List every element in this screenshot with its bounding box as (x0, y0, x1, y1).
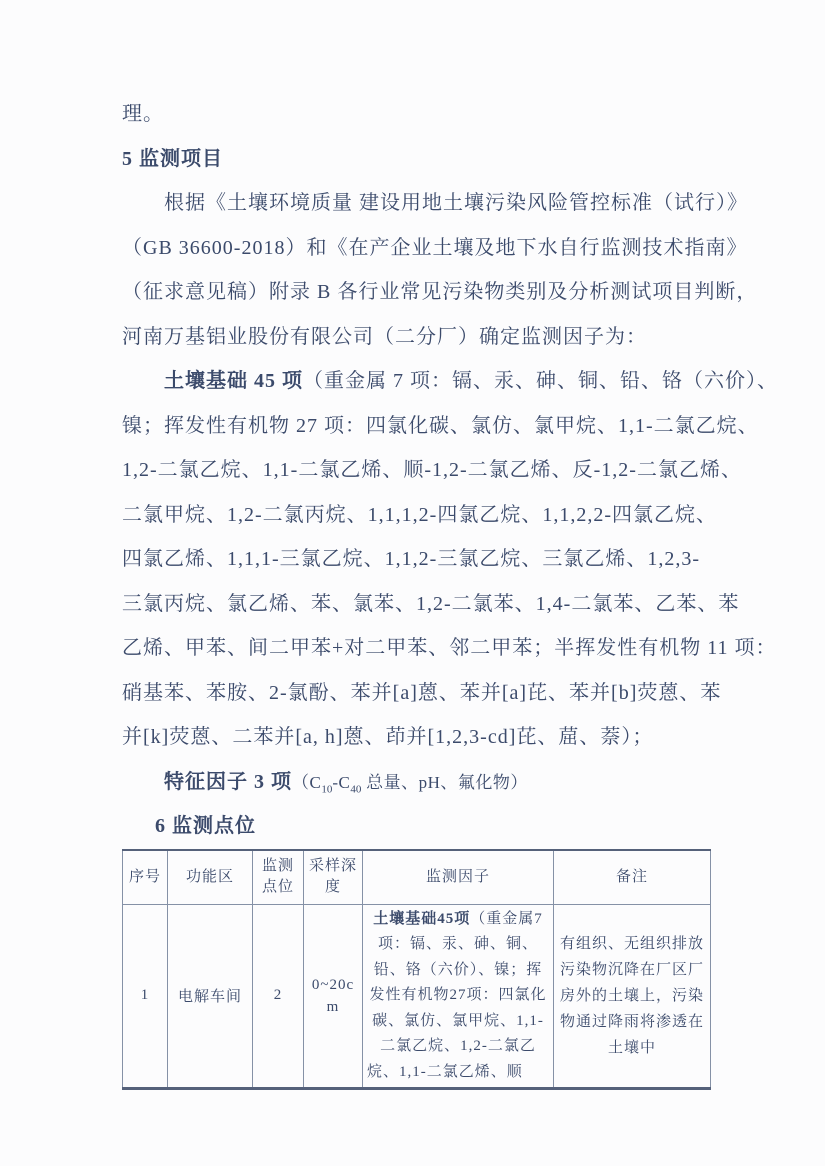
doc-line-text: （重金属 7 项：镉、汞、砷、铜、铅、铬（六价）、 (303, 370, 778, 392)
cell-sampling-depth: 0~20cm (304, 904, 363, 1089)
doc-line: 河南万基铝业股份有限公司（二分厂）确定监测因子为： (122, 325, 647, 348)
cell-remarks: 有组织、无组织排放污染物沉降在厂区厂房外的土壤上，污染物通过降雨将渗透在土壤中 (554, 904, 711, 1089)
doc-line: （征求意见稿）附录 B 各行业常见污染物类别及分析测试项目判断， (122, 281, 758, 303)
c10-subscript: 10 (321, 782, 333, 795)
header-monitoring-factors: 监测因子 (363, 850, 554, 905)
cell-factors-bold: 土壤基础45项 (373, 910, 471, 927)
table-header-row (123, 850, 711, 905)
header-monitoring-points: 监测点位 (253, 850, 304, 905)
monitoring-points-table (122, 849, 711, 1091)
carryover-line: 理。 (122, 103, 164, 125)
table-row (123, 904, 711, 1089)
cell-monitoring-factors (363, 904, 554, 1089)
doc-line: 1,2-二氯乙烷、1,1-二氯乙烯、顺-1,2-二氯乙烯、反-1,2-二氯乙烯、 (122, 459, 742, 481)
doc-line: 并[k]荧蒽、二苯并[a, h]蒽、茚并[1,2,3-cd]芘、䓛、萘）； (122, 726, 654, 748)
feature-factors-label: 特征因子 3 项 (164, 770, 292, 793)
doc-line: 四氯乙烯、1,1,1-三氯乙烷、1,1,2-三氯乙烷、三氯乙烯、1,2,3- (122, 548, 700, 570)
doc-line (122, 359, 778, 404)
header-sampling-depth: 采样深度 (304, 850, 363, 905)
header-functional-area: 功能区 (168, 850, 253, 905)
feature-factors-detail (292, 772, 528, 795)
header-remarks: 备注 (554, 850, 711, 905)
doc-line: 二氯甲烷、1,2-二氯丙烷、1,1,1,2-四氯乙烷、1,1,2,2-四氯乙烷、 (122, 503, 717, 526)
header-seq: 序号 (123, 850, 168, 905)
c40-subscript: 40 (350, 782, 362, 795)
feature-factors-line (122, 760, 710, 805)
cell-functional-area: 电解车间 (168, 904, 253, 1089)
section5-paragraph-2 (122, 359, 778, 760)
section6-heading: 6 监测点位 (155, 815, 256, 837)
doc-line: 硝基苯、苯胺、2-氯酚、苯并[a]蒽、苯并[a]芘、苯并[b]荧蒽、苯 (122, 681, 722, 704)
cell-factors-rest: （重金属7项：镉、汞、砷、铜、铅、铬（六价）、镍；挥发性有机物27项：四氯化碳、氯仿、氯甲烷、1,1-二氯乙烷、1,2-二氯乙烷、1,1-二氯乙烯、顺 (367, 910, 547, 1080)
cell-monitoring-points: 2 (253, 904, 304, 1089)
doc-line: 根据《土壤环境质量 建设用地土壤污染风险管控标准（试行）》 (164, 192, 748, 214)
feature-paren-open: （C (292, 772, 322, 792)
feature-paren-dash: -C (332, 772, 351, 792)
doc-line: 乙烯、甲苯、间二甲苯+对二甲苯、邻二甲苯；半挥发性有机物 11 项： (122, 637, 777, 659)
cell-seq: 1 (123, 904, 168, 1089)
section5-paragraph-1 (122, 181, 758, 359)
doc-line: 三氯丙烷、氯乙烯、苯、氯苯、1,2-二氯苯、1,4-二氯苯、乙苯、苯 (122, 592, 740, 615)
doc-line: 镍；挥发性有机物 27 项：四氯化碳、氯仿、氯甲烷、1,1-二氯乙烷、 (122, 414, 759, 437)
section5-heading: 5 监测项目 (122, 147, 223, 170)
feature-paren-rest: 总量、pH、氟化物） (361, 772, 528, 792)
doc-line: （GB 36600-2018）和《在产企业土壤及地下水自行监测技术指南》 (122, 236, 748, 259)
soil-basic-items-label: 土壤基础 45 项 (164, 370, 303, 392)
